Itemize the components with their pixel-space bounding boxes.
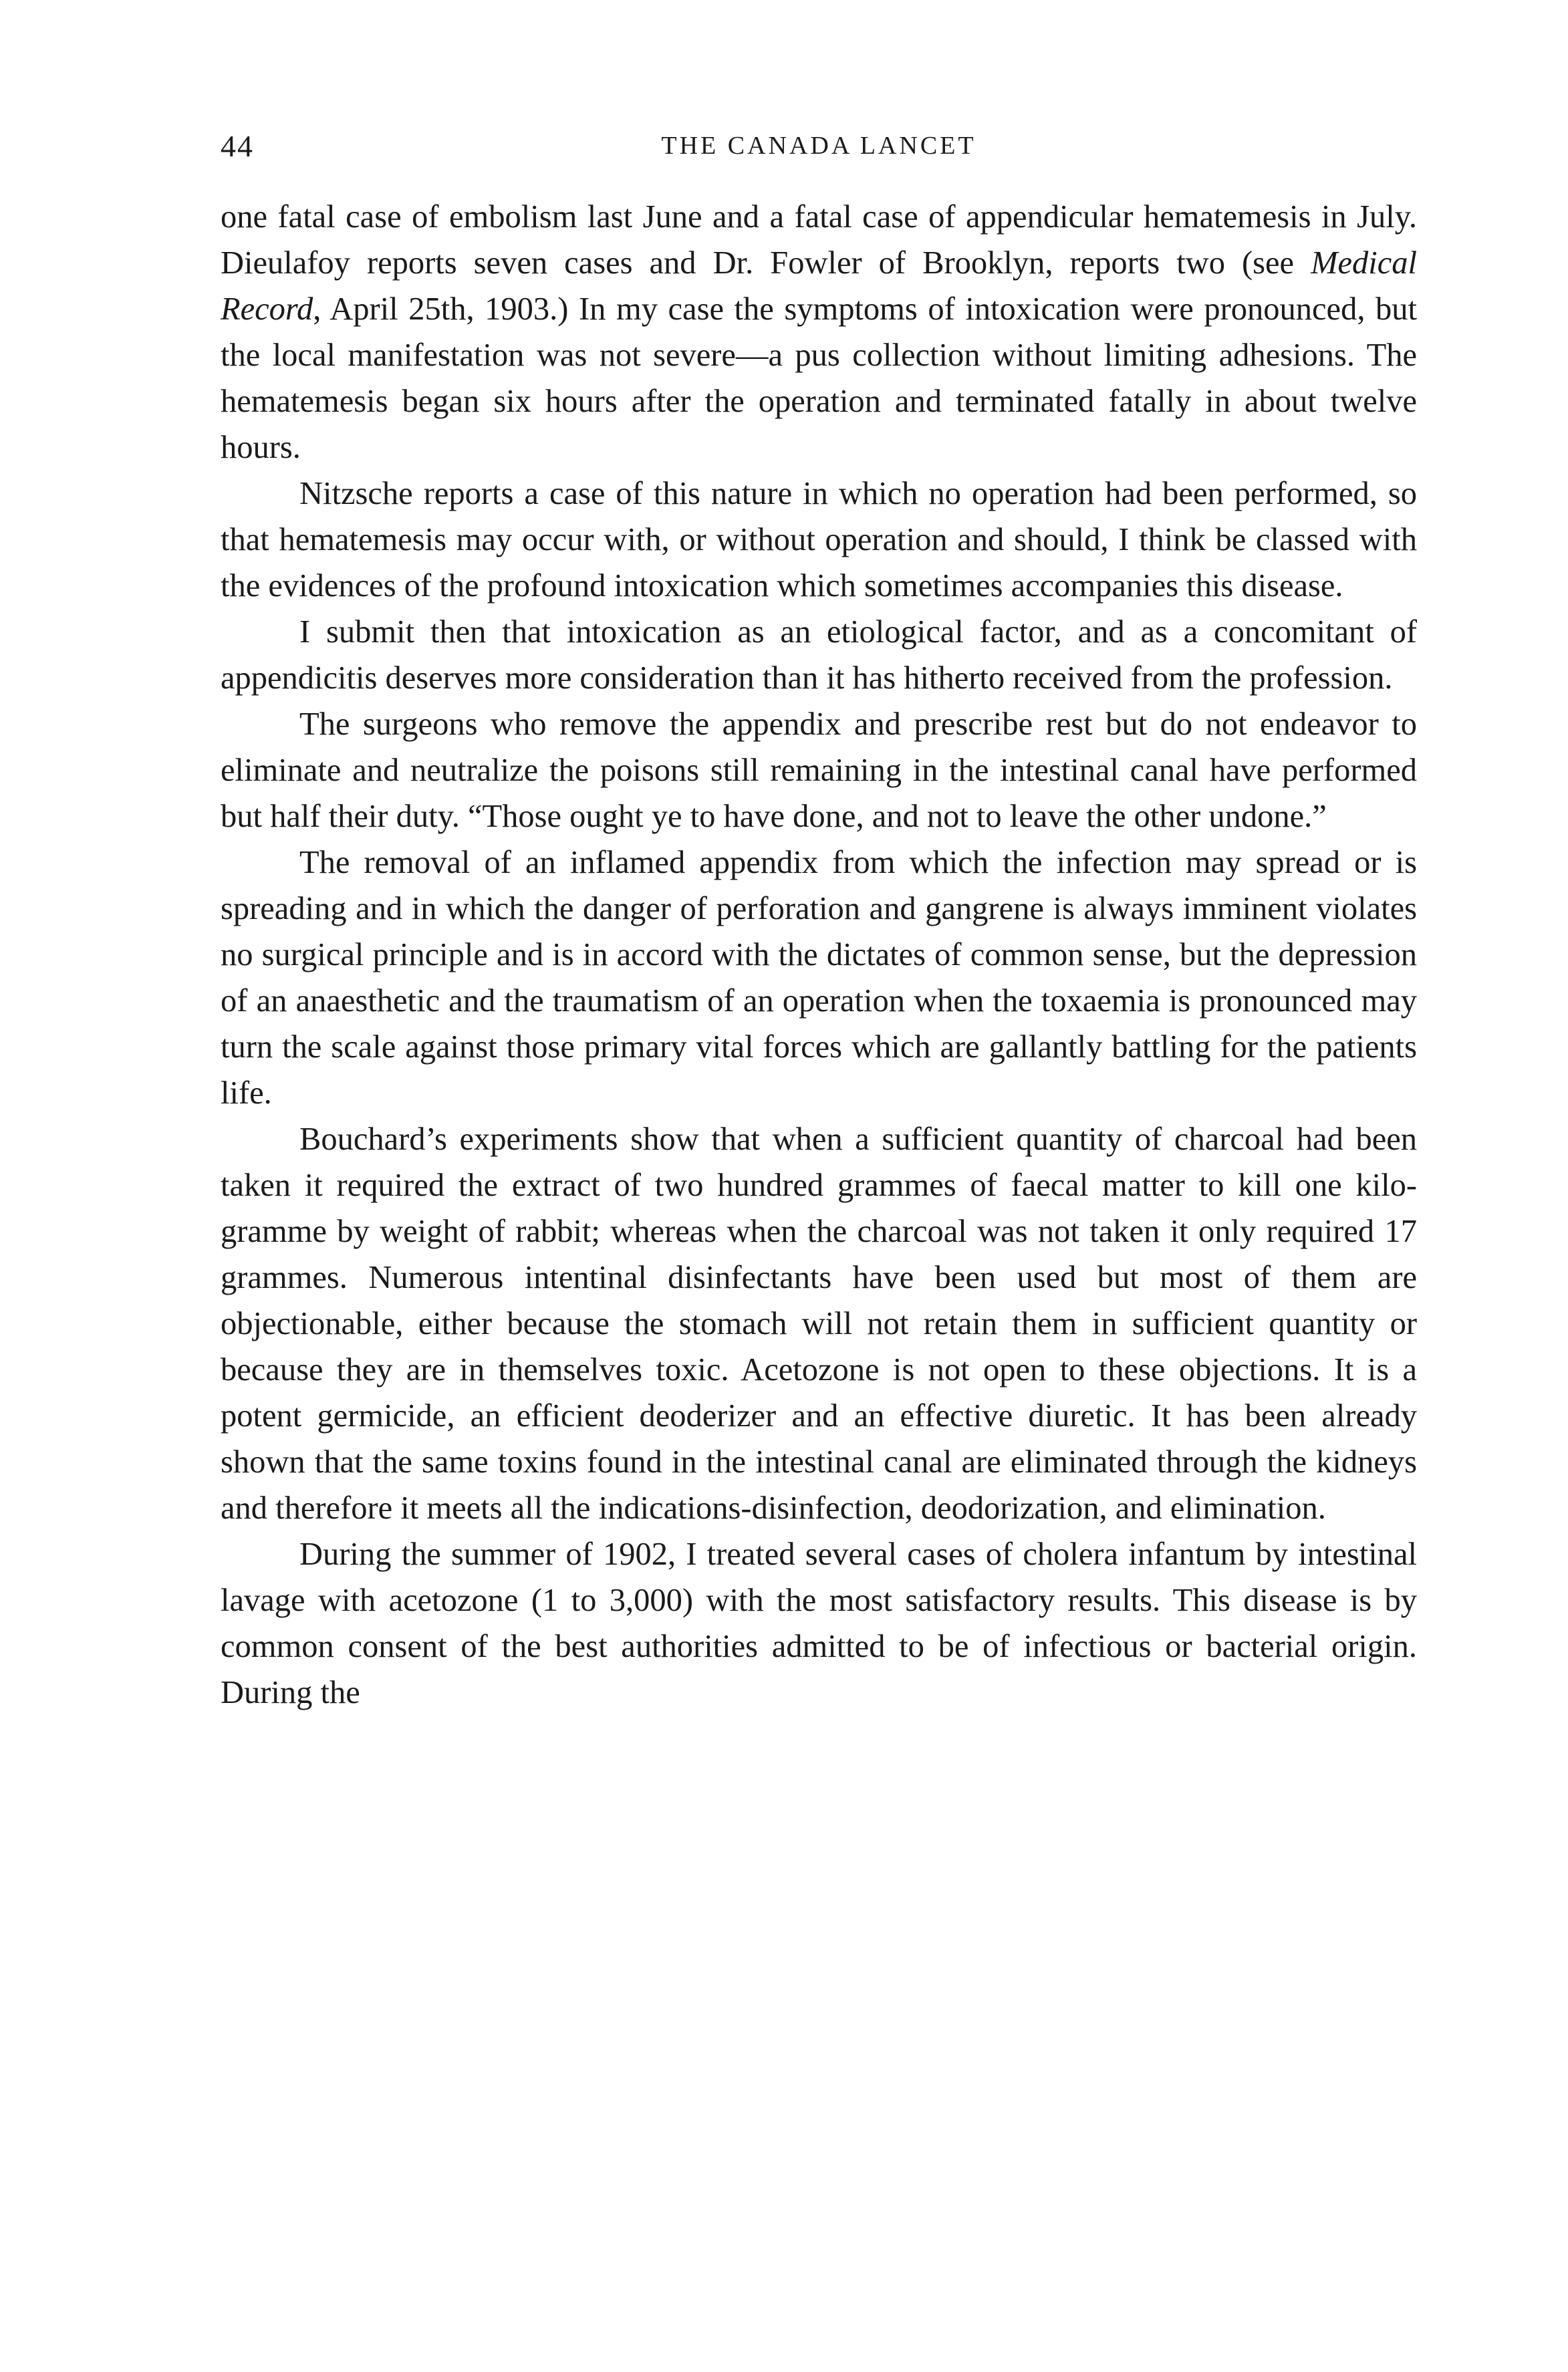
paragraph-4: The surgeons who remove the appendix and prescribe rest but do not endeavor to eliminate and neutralize the poisons still remaining in the intestinal canal have performed but half their duty. “Those ought ye to have done, and not to leave the other undone.” (221, 706, 1417, 834)
paragraph-1-text-after: , April 25th, 1903.) In my case the symptoms of intoxication were pronounced, but the local manifestation was not severe—a pus collection without limiting adhesions. The hematemesis began six hours after the operation and terminated fatally in about twelve hours. (221, 291, 1417, 465)
journal-title-citation: Medical Record (221, 245, 1417, 327)
paragraph-1-text-before: one fatal case of embolism last June and a fatal case of appendicular hematemesis in July. Dieulafoy reports seven cases and Dr. Fowler of Brooklyn, reports two (see (221, 199, 1417, 281)
paragraph-6: Bouchard’s experiments show that when a sufficient quantity of charcoal had been taken it required the extract of two hundred grammes of faecal matter to kill one kilo-gramme by weight of rabbit; whereas when the charcoal was not taken it only required 17 grammes. Numerous intentinal disinfectants have been used but most of them are objectionable, either because the stomach will not retain them in sufficient quantity or because they are in themselves toxic. Acetozone is not open to these objections. It is a potent germicide, an efficient deoderizer and an effective diuretic. It has been already shown that the same toxins found in the intestinal canal are eliminated through the kidneys and therefore it meets all the indications-disinfection, deodorization, and elimination. (221, 1122, 1417, 1526)
paragraph-3: I submit then that intoxication as an etiological factor, and as a concomitant of appendicitis deserves more consideration than it has hitherto received from the profession. (221, 614, 1417, 696)
paragraph-2: Nitzsche reports a case of this nature in which no operation had been performed, so that hematemesis may occur with, or without operation and should, I think be classed with the evidences of the profound intoxication which sometimes accompanies this disease. (221, 476, 1417, 604)
paragraph-7: During the summer of 1902, I treated several cases of cholera infantum by intestinal lavage with acetozone (1 to 3,000) with the most satisfactory results. This disease is by common consent of the best authorities admitted to be of infectious or bacterial origin. During the (221, 1537, 1417, 1710)
running-title: THE CANADA LANCET (661, 132, 976, 160)
paragraph-1 (221, 194, 1417, 471)
page-header (221, 128, 1417, 168)
page-number: 44 (221, 129, 254, 163)
body-text (221, 194, 1417, 1716)
paragraph-5: The removal of an inflamed appendix from which the infection may spread or is spreading and in which the danger of perforation and gangrene is always imminent violates no surgical principle and is in accord with the dictates of common sense, but the depression of an anaesthetic and the traumatism of an operation when the toxaemia is pronounced may turn the scale against those primary vital forces which are gallantly battling for the patients life. (221, 845, 1417, 1111)
